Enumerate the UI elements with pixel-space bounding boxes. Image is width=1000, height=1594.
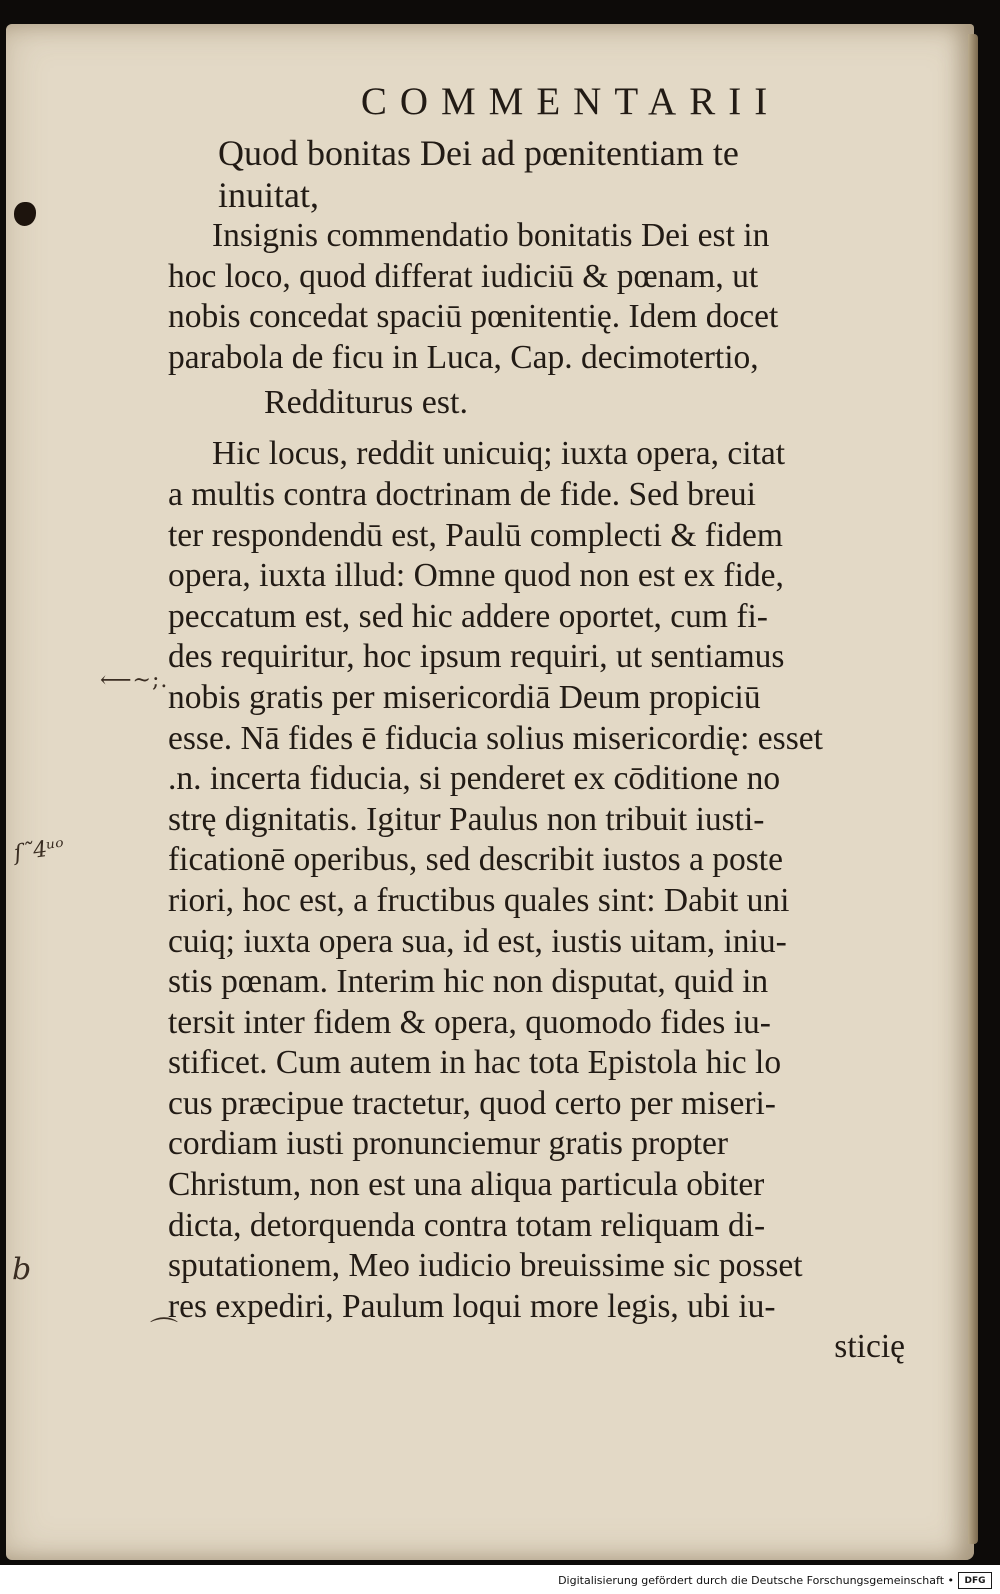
text-line: des requiritur, hoc ipsum requiri, ut sentiamus bbox=[168, 638, 785, 676]
text-line: cus præcipue tractetur, quod certo per miseri- bbox=[168, 1084, 776, 1122]
text-line: sputationem, Meo iudicio breuissime sic posset bbox=[168, 1247, 803, 1285]
dfg-logo: DFG bbox=[958, 1572, 992, 1589]
footer-bar bbox=[0, 1565, 1000, 1594]
ink-blot bbox=[14, 202, 36, 226]
catchword: sticię bbox=[834, 1328, 905, 1366]
text-line: dicta, detorquenda contra totam reliquam di- bbox=[168, 1206, 766, 1244]
lemma-heading: Redditurus est. bbox=[264, 384, 468, 422]
margin-dash-mark: ⌒ bbox=[150, 1315, 179, 1348]
running-head: COMMENTARII bbox=[360, 80, 781, 123]
text-line: parabola de ficu in Luca, Cap. decimotertio, bbox=[168, 338, 759, 376]
text-line: strę dignitatis. Igitur Paulus non tribuit iusti- bbox=[168, 800, 765, 838]
margin-arrow-mark: ⟵~;. bbox=[100, 668, 169, 693]
text-line: hoc loco, quod differat iudiciū & pœnam, ut bbox=[168, 257, 759, 295]
text-line: Christum, non est una aliqua particula obiter bbox=[168, 1166, 765, 1204]
margin-handwritten-note: ſ˜4ᵘᵒ bbox=[12, 834, 66, 867]
page-edge bbox=[968, 34, 978, 1544]
text-line: a multis contra doctrinam de fide. Sed breui bbox=[168, 475, 756, 513]
section-heading-line: Quod bonitas Dei ad pœnitentiam te bbox=[218, 133, 739, 173]
text-line: nobis concedat spaciū pœnitentię. Idem docet bbox=[168, 298, 779, 336]
text-line: res expediri, Paulum loqui more legis, ubi iu- bbox=[168, 1287, 776, 1325]
text-line: peccatum est, sed hic addere oportet, cum fi- bbox=[168, 597, 768, 635]
text-line: .n. incerta fiducia, si penderet ex cōditione no bbox=[168, 760, 781, 798]
text-line: cuiq; iuxta opera sua, id est, iustis uitam, iniu- bbox=[168, 922, 787, 960]
text-line: ficationē operibus, sed describit iustos a poste bbox=[168, 841, 783, 879]
text-line: stificet. Cum autem in hac tota Epistola hic lo bbox=[168, 1044, 782, 1082]
text-line: esse. Nā fides ē fiducia solius misericordię: esset bbox=[168, 719, 823, 757]
section-heading-line: inuitat, bbox=[218, 175, 319, 215]
funding-credit: Digitalisierung gefördert durch die Deutsche Forschungsgemeinschaft • bbox=[558, 1574, 954, 1587]
text-line: tersit inter fidem & opera, quomodo fides iu- bbox=[168, 1003, 771, 1041]
text-line: riori, hoc est, a fructibus quales sint: Dabit uni bbox=[168, 881, 790, 919]
text-line: stis pœnam. Interim hic non disputat, quid in bbox=[168, 963, 769, 1001]
text-line: nobis gratis per misericordiā Deum propiciū bbox=[168, 678, 761, 716]
text-block bbox=[168, 78, 913, 1368]
text-line: cordiam iusti pronunciemur gratis propter bbox=[168, 1125, 729, 1163]
text-line: Hic locus, reddit unicuiq; iuxta opera, citat bbox=[212, 435, 786, 473]
text-line: ter respondendū est, Paulū complecti & fidem bbox=[168, 516, 783, 554]
margin-letter-mark: b bbox=[12, 1252, 32, 1287]
text-line: opera, iuxta illud: Omne quod non est ex fide, bbox=[168, 557, 784, 595]
text-line: Insignis commendatio bonitatis Dei est in bbox=[212, 217, 770, 254]
